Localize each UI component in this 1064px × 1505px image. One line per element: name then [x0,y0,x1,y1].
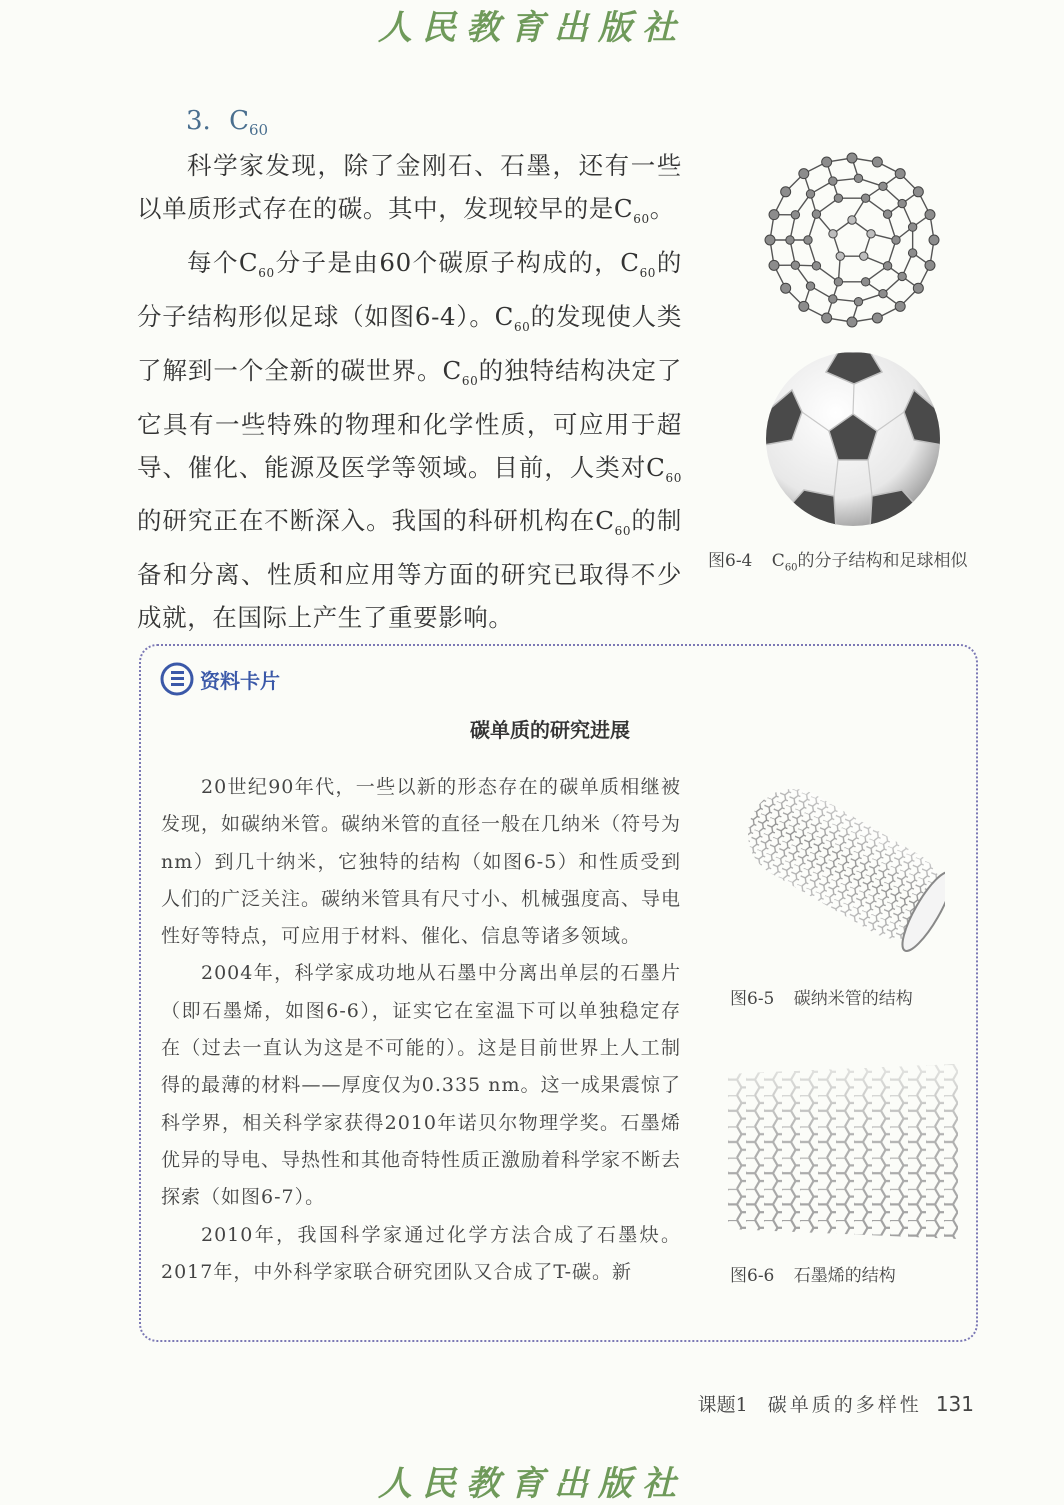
c60-atom [847,317,857,327]
c60-atom [769,210,779,220]
paragraph-2-run-1: 60 [258,266,274,280]
c60-atom [829,230,837,238]
footer-topic: 碳单质的多样性 [768,1394,922,1416]
c60-atom [834,194,842,202]
document-icon [160,662,194,696]
paragraph-2-run-0: 每个C [187,248,258,277]
c60-atom [791,261,799,269]
card-paragraph-3: 2010年，我国科学家通过化学方法合成了石墨炔。2017年，中外科学家联合研究团队又合成了T-碳。新 [161,1217,681,1292]
figure-6-5-text: 碳纳米管的结构 [794,989,913,1009]
c60-atom [836,252,844,260]
paragraph-2-run-5: 60 [514,320,530,334]
figure-6-4-base: C [772,551,785,571]
paragraph-2 [137,241,682,639]
c60-atom [822,313,832,323]
paragraph-2-run-12: 的制备和分离、性质和应用等方面的研究已取得不少成就，在国际上产生了重要影响。 [137,506,682,632]
figure-6-4-caption [708,546,968,573]
c60-atom [765,235,775,245]
card-paragraph-2: 2004年，科学家成功地从石墨中分离出单层的石墨片（即石墨烯，如图6-6），证实它在室温下可以单独稳定存在（过去一直认为这是不可能的）。这是目前世界上人工制得的最薄的材料——厚度仅为0.335 nm。这一成果震惊了科学界，相关科学家获得2010年诺贝尔物理学奖。石墨烯优异的导电、导热性和其他奇特性质正激励着科学家不断去探索（如图6-7）。 [161,955,681,1216]
c60-atom [854,297,862,305]
paragraph-2-run-6: 的发现使人类了解到一个全新的碳世界。C [137,302,682,385]
c60-atom [913,187,923,197]
c60-atom [861,278,869,286]
c60-atom [895,301,905,311]
paragraph-1-run-1: 60 [633,212,649,226]
c60-atom [883,262,891,270]
page-number: 131 [936,1392,974,1416]
paragraph-2-run-3: 60 [640,266,656,280]
c60-atom [872,313,882,323]
c60-atom [854,174,862,182]
section-title-base: C [229,106,249,136]
c60-atom [908,249,916,257]
c60-atom [799,301,809,311]
c60-atom [860,252,868,260]
c60-atom [883,210,891,218]
publisher-watermark-top: 人民教育出版社 [0,0,1064,49]
c60-atom [848,216,856,224]
c60-atom [867,230,875,238]
c60-atom [781,187,791,197]
figure-6-5-label: 图6-5 [730,989,774,1009]
c60-atom [898,272,906,280]
c60-atom [872,157,882,167]
c60-atom [786,236,794,244]
c60-atom [812,210,820,218]
paragraph-2-run-4: 的分子结构形似足球（如图6-4）。C [137,248,682,331]
c60-atom [806,190,814,198]
section-title [186,106,268,139]
nanotube-body [745,775,945,953]
graphene-sheet [728,1064,958,1239]
paragraph-2-run-10: 的研究正在不断深入。我国的科研机构在C [137,506,615,535]
paragraph-2-run-2: 分子是由60个碳原子构成的，C [275,248,640,277]
figure-6-4-sub: 60 [785,562,798,573]
c60-atom [822,157,832,167]
c60-atom [799,169,809,179]
publisher-watermark-bottom: 人民教育出版社 [0,1456,1064,1505]
figure-6-5-caption [730,984,913,1009]
section-title-sub: 60 [249,121,268,139]
paragraph-2-run-9: 60 [666,470,682,484]
figure-6-4-text: 的分子结构和足球相似 [798,551,968,571]
page-footer [698,1390,974,1417]
figure-6-4-label: 图6-4 [708,551,752,571]
c60-atom [847,153,857,163]
c60-atom [892,236,900,244]
paragraph-1 [137,144,682,241]
c60-atom [895,169,905,179]
c60-atom [791,211,799,219]
paragraph-1-run-2: 。 [650,194,675,223]
c60-atom [781,283,791,293]
paragraph-2-run-11: 60 [615,524,631,538]
paragraph-2-run-8: 的独特结构决定了它具有一些特殊的物理和化学性质，可应用于超导、催化、能源及医学等领域。目前，人类对C [137,356,682,482]
info-card-text [161,769,681,1291]
figure-6-6-caption [730,1261,896,1286]
c60-atom [769,260,779,270]
footer-lesson: 课题1 [698,1394,748,1416]
c60-atom [806,282,814,290]
c60-atom [908,223,916,231]
figure-6-6-label: 图6-6 [730,1266,774,1286]
c60-atom [804,236,812,244]
graphene-figure [728,1064,958,1239]
c60-atom [829,295,837,303]
c60-atom [898,199,906,207]
paragraph-1-run-0: 科学家发现，除了金刚石、石墨，还有一些以单质形式存在的碳。其中，发现较早的是C [137,151,682,223]
c60-molecule-figure [760,148,945,333]
c60-atom [929,235,939,245]
card-paragraph-1: 20世纪90年代，一些以新的形态存在的碳单质相继被发现，如碳纳米管。碳纳米管的直径一般在几纳米（符号为nm）到几十纳米，它独特的结构（如图6-5）和性质受到人们的广泛关注。碳纳米管具有尺寸小、机械强度高、导电性好等特点，可应用于材料、催化、信息等诸多领域。 [161,769,681,955]
c60-atom [879,289,887,297]
soccer-ball-figure [764,350,942,528]
c60-atom [879,182,887,190]
c60-atom [913,283,923,293]
section-number: 3. [186,106,211,136]
c60-atom [829,177,837,185]
c60-atom [861,194,869,202]
info-card-title: 碳单质的研究进展 [470,714,630,743]
figure-6-6-text: 石墨烯的结构 [794,1266,896,1286]
c60-atom [812,262,820,270]
paragraph-2-run-7: 60 [462,374,478,388]
c60-molecule [765,153,939,327]
nanotube-figure [745,775,945,953]
c60-atom [925,260,935,270]
info-card-header [160,662,280,696]
info-card-label: 资料卡片 [200,665,280,694]
c60-atom [834,278,842,286]
main-text [137,144,682,639]
c60-atom [925,210,935,220]
